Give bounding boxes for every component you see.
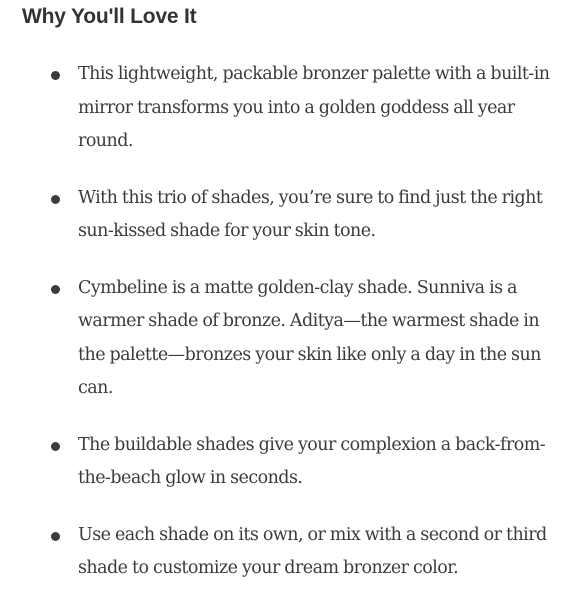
feature-bullet-text: Use each shade on its own, or mix with a second or third shade to customize your dream bronzer color. <box>78 524 547 578</box>
feature-bullet-list <box>0 58 580 609</box>
bullet-dot-icon <box>51 442 60 451</box>
feature-bullet-item <box>0 58 580 159</box>
section-heading: Why You'll Love It <box>22 5 197 28</box>
feature-bullet-text: Cymbeline is a matte golden-clay shade. Sunniva is a warmer shade of bronze. Aditya—the warmest shade in the palette—bronzes your skin like only a day in the sun can. <box>78 277 541 398</box>
bullet-dot-icon <box>51 71 60 80</box>
feature-bullet-item <box>0 519 580 586</box>
bullet-dot-icon <box>51 285 60 294</box>
feature-bullet-text: With this trio of shades, you’re sure to find just the right sun-kissed shade for your skin tone. <box>78 187 543 241</box>
feature-bullet-text: The buildable shades give your complexion a back-from-the-beach glow in seconds. <box>78 434 546 488</box>
feature-bullet-item <box>0 272 580 406</box>
feature-bullet-item <box>0 429 580 496</box>
bullet-dot-icon <box>51 195 60 204</box>
feature-bullet-item <box>0 182 580 249</box>
bullet-dot-icon <box>51 532 60 541</box>
feature-bullet-text: This lightweight, packable bronzer palette with a built-in mirror transforms you into a golden goddess all year round. <box>78 64 550 151</box>
